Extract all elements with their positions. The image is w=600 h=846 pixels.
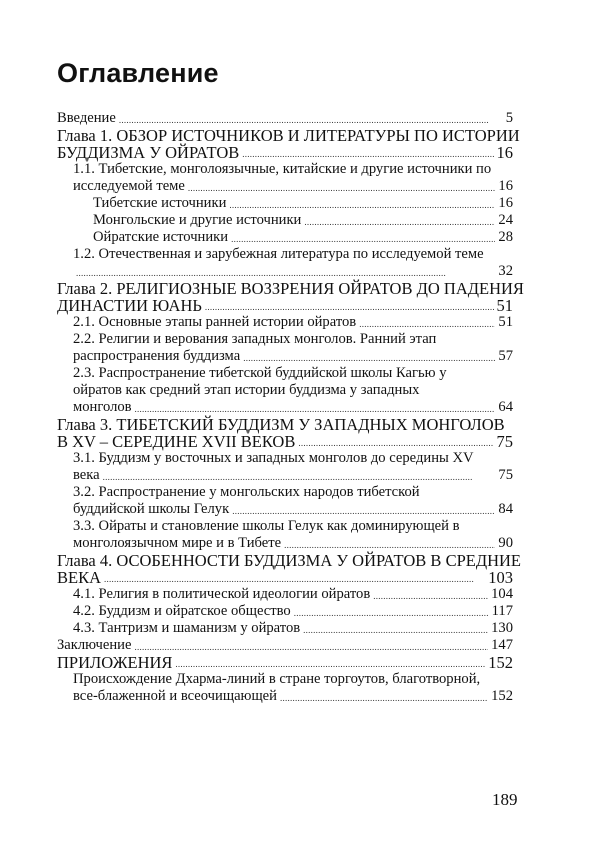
toc-entry-text: монголов [73, 399, 132, 415]
toc-entry-text: 4.2. Буддизм и ойратское общество [73, 603, 291, 619]
toc-entry-text: 1.2. Отечественная и зарубежная литература по исследуемой теме [73, 246, 484, 262]
toc-entry-text: все-блаженной и всеочищающей [73, 688, 277, 704]
toc-entry [57, 161, 513, 178]
toc-entry [57, 671, 513, 688]
toc-leader-dots [119, 112, 503, 127]
toc-entry [57, 348, 513, 365]
toc-entry [57, 399, 513, 416]
toc-entry-text: 2.1. Основные этапы ранней истории ойратов [73, 314, 357, 330]
toc-entry-text: 3.1. Буддизм у восточных и западных монголов до середины XV [73, 450, 474, 466]
toc-entry-page: 103 [488, 568, 513, 587]
toc-entry-page: 84 [498, 501, 513, 517]
toc-entry-text: Происхождение Дхарма-линий в стране торгоутов, благотворной, [73, 671, 481, 687]
toc-entry-text: 2.3. Распространение тибетской буддийской школы Кагью у [73, 365, 447, 381]
toc-entry-page: 147 [491, 637, 513, 653]
toc-entry-page: 5 [505, 110, 513, 126]
toc-entry-text: 4.1. Религия в политической идеологии ойратов [73, 586, 371, 602]
toc-entry [57, 637, 513, 654]
toc-entry-page: 152 [488, 653, 513, 672]
toc-entry-page: 24 [498, 212, 513, 228]
toc-entry-text: ВЕКА [57, 568, 102, 587]
toc-entry-text: 3.3. Ойраты и становление школы Гелук как доминирующей в [73, 518, 460, 534]
toc-leader-dots [298, 435, 493, 450]
toc-entry-text: Введение [57, 110, 116, 126]
toc-leader-dots [103, 469, 496, 484]
toc-entry [57, 263, 513, 280]
toc-entry [57, 654, 513, 671]
toc-entry-text: Заключение [57, 637, 132, 653]
toc-entry [57, 314, 513, 331]
toc-entry [57, 501, 513, 518]
toc-entry [57, 551, 521, 570]
toc-entry-page: 130 [491, 620, 513, 636]
toc-entry [57, 110, 513, 127]
toc-entry-text: монголоязычном мире и в Тибете [73, 535, 282, 551]
toc-entry [57, 229, 513, 246]
toc-entry-page: 16 [498, 178, 513, 194]
toc-entry-page: 75 [498, 467, 513, 483]
page-number: 189 [492, 790, 518, 809]
toc-entry [57, 365, 513, 382]
toc-entry-text: В XV – СЕРЕДИНЕ XVII ВЕКОВ [57, 432, 296, 451]
toc-entry [57, 569, 513, 586]
toc-entry-page: 117 [491, 603, 513, 619]
toc-entry-page: 104 [491, 586, 513, 602]
toc-entry-page: 75 [496, 432, 513, 451]
toc-entry-page: 16 [496, 143, 513, 162]
toc-entry-text: Монгольские и другие источники [93, 212, 302, 228]
toc-entry-text: ойратов как средний этап истории буддизма у западных [73, 382, 420, 398]
toc-entry-text: Глава 3. ТИБЕТСКИЙ БУДДИЗМ У ЗАПАДНЫХ МОНГОЛОВ [57, 415, 505, 434]
toc-leader-dots [303, 622, 488, 637]
toc-entry [57, 246, 513, 263]
toc-entry [57, 603, 513, 620]
toc-entry-text: БУДДИЗМА У ОЙРАТОВ [57, 143, 240, 162]
toc-entry [57, 416, 513, 433]
toc-entry-text: века [73, 467, 100, 483]
toc-leader-dots [231, 231, 495, 246]
toc-leader-dots [243, 350, 495, 365]
toc-entry-text: 1.1. Тибетские, монголоязычные, китайские и другие источники по [73, 161, 492, 177]
toc-entry-text: 2.2. Религии и верования западных монголов. Ранний этап [73, 331, 437, 347]
toc-entry-page: 64 [498, 399, 513, 415]
toc-leader-dots [359, 316, 495, 331]
table-of-contents [57, 110, 524, 705]
toc-leader-dots [242, 146, 493, 161]
toc-leader-dots [373, 588, 488, 603]
toc-entry [57, 126, 520, 145]
toc-entry-text: ПРИЛОЖЕНИЯ [57, 653, 173, 672]
toc-entry-text: ДИНАСТИИ ЮАНЬ [57, 296, 202, 315]
toc-entry [57, 433, 513, 450]
toc-entry-text: распространения буддизма [73, 348, 241, 364]
toc-entry [57, 212, 513, 229]
toc-entry [57, 331, 513, 348]
toc-entry [57, 620, 513, 637]
toc-entry [57, 535, 513, 552]
toc-entry [57, 297, 513, 314]
toc-leader-dots [304, 214, 495, 229]
toc-leader-dots [104, 571, 485, 586]
toc-leader-dots [284, 537, 495, 552]
toc-leader-dots [205, 299, 494, 314]
toc-leader-dots [188, 180, 496, 195]
toc-entry [57, 518, 513, 535]
toc-entry-page: 32 [498, 263, 513, 279]
toc-entry-text: Глава 2. РЕЛИГИОЗНЫЕ ВОЗЗРЕНИЯ ОЙРАТОВ ДО ПАДЕНИЯ [57, 279, 524, 298]
toc-entry-page: 57 [498, 348, 513, 364]
toc-leader-dots [229, 197, 495, 212]
toc-entry-page: 51 [498, 314, 513, 330]
toc-entry-text: Тибетские источники [93, 195, 227, 211]
toc-entry [57, 382, 513, 399]
toc-entry-page: 152 [491, 688, 513, 704]
toc-entry [57, 484, 513, 501]
toc-entry-page: 90 [498, 535, 513, 551]
toc-entry-text: буддийской школы Гелук [73, 501, 230, 517]
toc-leader-dots [134, 639, 488, 654]
toc-leader-dots [232, 503, 495, 518]
toc-entry-text: 4.3. Тантризм и шаманизм у ойратов [73, 620, 301, 636]
toc-entry [57, 178, 513, 195]
toc-entry [57, 144, 513, 161]
toc-leader-dots [294, 605, 489, 620]
toc-entry [57, 279, 524, 298]
toc-entry-page: 51 [496, 296, 513, 315]
toc-entry-text: Глава 4. ОСОБЕННОСТИ БУДДИЗМА У ОЙРАТОВ В СРЕДНИЕ [57, 551, 521, 570]
toc-entry-text: 3.2. Распространение у монгольских народов тибетской [73, 484, 420, 500]
toc-leader-dots [175, 656, 485, 671]
toc-entry-text: исследуемой теме [73, 178, 185, 194]
toc-entry [57, 586, 513, 603]
toc-entry-page: 16 [498, 195, 513, 211]
toc-entry [57, 688, 513, 705]
toc-leader-dots [76, 265, 495, 280]
toc-leader-dots [135, 401, 496, 416]
toc-entry-page: 28 [498, 229, 513, 245]
toc-entry [57, 195, 513, 212]
page-title: Оглавление [57, 58, 219, 88]
toc-entry [57, 450, 513, 467]
toc-entry-text: Глава 1. ОБЗОР ИСТОЧНИКОВ И ЛИТЕРАТУРЫ ПО ИСТОРИИ [57, 126, 520, 145]
toc-entry [57, 467, 513, 484]
toc-entry-text: Ойратские источники [93, 229, 229, 245]
toc-leader-dots [280, 690, 488, 705]
